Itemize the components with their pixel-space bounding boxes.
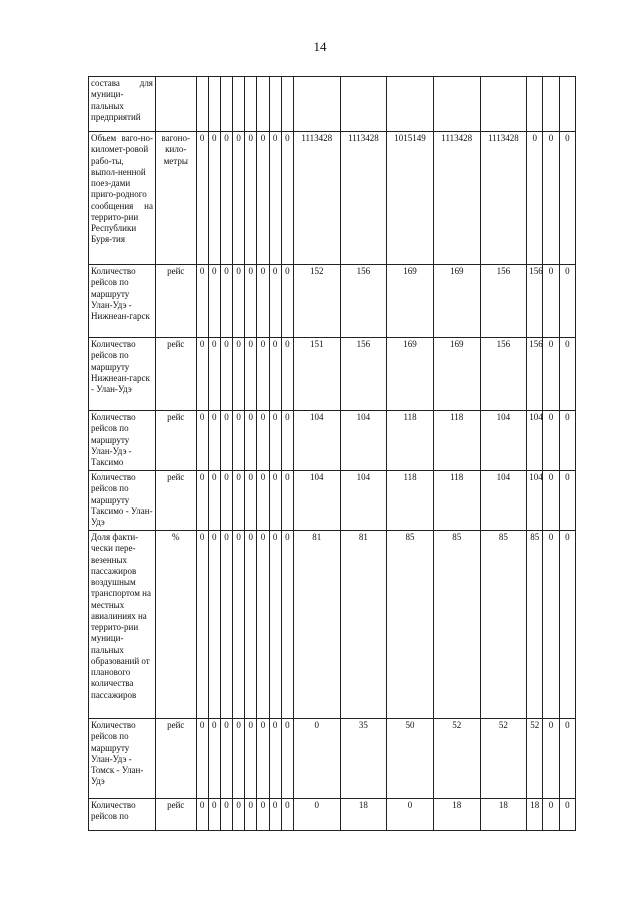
value-cell <box>543 77 559 132</box>
value-cell: 18 <box>527 799 543 831</box>
value-cell: 0 <box>245 531 257 719</box>
value-cell: 0 <box>208 471 220 531</box>
value-cell <box>196 77 208 132</box>
value-cell <box>208 77 220 132</box>
value-cell: 0 <box>269 799 281 831</box>
value-cell: 0 <box>245 719 257 799</box>
value-cell: 18 <box>340 799 387 831</box>
value-cell: 0 <box>559 799 575 831</box>
indicator-name-cell: Количество рейсов по <box>89 799 156 831</box>
value-cell: 0 <box>281 719 293 799</box>
value-cell: 0 <box>196 338 208 411</box>
value-cell: 0 <box>233 719 245 799</box>
value-cell: 118 <box>387 471 434 531</box>
value-cell <box>340 77 387 132</box>
value-cell: 156 <box>527 265 543 338</box>
value-cell: 85 <box>527 531 543 719</box>
value-cell: 1015149 <box>387 132 434 265</box>
table-row <box>89 799 576 831</box>
value-cell: 52 <box>433 719 480 799</box>
value-cell: 85 <box>387 531 434 719</box>
value-cell: 0 <box>220 799 232 831</box>
value-cell <box>480 77 527 132</box>
table-row <box>89 531 576 719</box>
value-cell: 0 <box>281 411 293 471</box>
unit-cell: вагоно-кило-метры <box>155 132 196 265</box>
indicator-name-cell: Количество рейсов по маршруту Нижнеан-гарск - Улан-Удэ <box>89 338 156 411</box>
value-cell: 0 <box>196 531 208 719</box>
table-row <box>89 77 576 132</box>
value-cell: 0 <box>543 338 559 411</box>
value-cell: 104 <box>340 471 387 531</box>
value-cell: 0 <box>269 132 281 265</box>
value-cell: 151 <box>293 338 340 411</box>
value-cell: 0 <box>196 799 208 831</box>
unit-cell: % <box>155 531 196 719</box>
value-cell: 0 <box>196 471 208 531</box>
value-cell: 52 <box>527 719 543 799</box>
unit-cell: рейс <box>155 471 196 531</box>
value-cell: 104 <box>293 411 340 471</box>
value-cell: 1113428 <box>340 132 387 265</box>
table-row <box>89 132 576 265</box>
value-cell: 0 <box>208 531 220 719</box>
value-cell: 0 <box>269 411 281 471</box>
value-cell: 0 <box>257 411 269 471</box>
value-cell: 0 <box>543 411 559 471</box>
value-cell: 1113428 <box>480 132 527 265</box>
value-cell: 0 <box>245 338 257 411</box>
value-cell <box>220 77 232 132</box>
unit-cell: рейс <box>155 719 196 799</box>
unit-cell: рейс <box>155 265 196 338</box>
value-cell <box>269 77 281 132</box>
value-cell: 0 <box>257 132 269 265</box>
value-cell: 0 <box>233 338 245 411</box>
value-cell: 0 <box>543 719 559 799</box>
indicator-name-cell: состава для муници-пальных предприятий <box>89 77 156 132</box>
value-cell: 35 <box>340 719 387 799</box>
value-cell <box>433 77 480 132</box>
value-cell: 118 <box>433 471 480 531</box>
value-cell: 0 <box>293 719 340 799</box>
value-cell: 0 <box>257 471 269 531</box>
table-row <box>89 411 576 471</box>
indicator-name-cell: Количество рейсов по маршруту Улан-Удэ - Нижнеан-гарск <box>89 265 156 338</box>
value-cell: 169 <box>433 265 480 338</box>
value-cell: 0 <box>220 411 232 471</box>
value-cell: 104 <box>480 471 527 531</box>
value-cell: 0 <box>281 531 293 719</box>
value-cell: 118 <box>387 411 434 471</box>
unit-cell: рейс <box>155 411 196 471</box>
value-cell: 152 <box>293 265 340 338</box>
value-cell: 0 <box>257 531 269 719</box>
value-cell <box>293 77 340 132</box>
value-cell: 0 <box>233 265 245 338</box>
value-cell: 0 <box>220 265 232 338</box>
unit-cell: рейс <box>155 799 196 831</box>
value-cell: 1113428 <box>293 132 340 265</box>
value-cell: 0 <box>220 471 232 531</box>
value-cell: 0 <box>257 338 269 411</box>
value-cell: 85 <box>433 531 480 719</box>
value-cell: 0 <box>559 338 575 411</box>
value-cell: 0 <box>196 132 208 265</box>
value-cell: 0 <box>233 531 245 719</box>
value-cell: 0 <box>208 799 220 831</box>
value-cell: 0 <box>269 471 281 531</box>
value-cell: 104 <box>527 411 543 471</box>
value-cell: 50 <box>387 719 434 799</box>
value-cell: 0 <box>257 719 269 799</box>
value-cell: 0 <box>220 531 232 719</box>
indicator-name-cell: Доля факти-чески пере-везенных пассажиров воздушным транспортом на местных авиалиниях на террито-рии муници-пальных образований от планового количества пассажиров <box>89 531 156 719</box>
value-cell: 85 <box>480 531 527 719</box>
value-cell: 0 <box>208 338 220 411</box>
value-cell <box>559 77 575 132</box>
indicator-name-cell: Количество рейсов по маршруту Улан-Удэ - Таксимо <box>89 411 156 471</box>
value-cell: 0 <box>245 799 257 831</box>
value-cell: 0 <box>196 411 208 471</box>
value-cell: 0 <box>281 338 293 411</box>
value-cell: 104 <box>340 411 387 471</box>
page-number: 14 <box>313 39 327 54</box>
value-cell: 52 <box>480 719 527 799</box>
value-cell: 0 <box>269 531 281 719</box>
value-cell: 81 <box>293 531 340 719</box>
value-cell: 0 <box>208 132 220 265</box>
value-cell: 104 <box>527 471 543 531</box>
value-cell: 0 <box>559 265 575 338</box>
value-cell: 0 <box>559 471 575 531</box>
indicator-name-cell: Количество рейсов по маршруту Таксимо - Улан-Удэ <box>89 471 156 531</box>
value-cell: 0 <box>208 719 220 799</box>
value-cell: 0 <box>527 132 543 265</box>
value-cell: 0 <box>281 471 293 531</box>
unit-cell: рейс <box>155 338 196 411</box>
value-cell: 0 <box>293 799 340 831</box>
value-cell: 0 <box>543 471 559 531</box>
value-cell: 0 <box>281 799 293 831</box>
value-cell: 156 <box>340 338 387 411</box>
value-cell: 0 <box>559 132 575 265</box>
value-cell: 0 <box>245 411 257 471</box>
value-cell: 0 <box>233 471 245 531</box>
unit-cell <box>155 77 196 132</box>
value-cell: 0 <box>245 132 257 265</box>
value-cell <box>387 77 434 132</box>
value-cell: 0 <box>559 411 575 471</box>
value-cell: 0 <box>220 132 232 265</box>
value-cell: 0 <box>269 265 281 338</box>
value-cell: 169 <box>433 338 480 411</box>
value-cell: 1113428 <box>433 132 480 265</box>
value-cell <box>245 77 257 132</box>
value-cell: 0 <box>387 799 434 831</box>
value-cell: 0 <box>543 132 559 265</box>
value-cell: 0 <box>543 265 559 338</box>
value-cell: 156 <box>480 338 527 411</box>
value-cell: 18 <box>480 799 527 831</box>
value-cell: 0 <box>245 471 257 531</box>
value-cell <box>233 77 245 132</box>
value-cell <box>527 77 543 132</box>
value-cell: 0 <box>245 265 257 338</box>
value-cell: 0 <box>281 132 293 265</box>
table-row <box>89 719 576 799</box>
value-cell: 0 <box>543 531 559 719</box>
value-cell: 0 <box>196 265 208 338</box>
value-cell: 156 <box>340 265 387 338</box>
value-cell: 0 <box>208 411 220 471</box>
value-cell: 0 <box>257 265 269 338</box>
value-cell: 0 <box>269 338 281 411</box>
value-cell: 104 <box>480 411 527 471</box>
value-cell: 156 <box>527 338 543 411</box>
value-cell: 0 <box>269 719 281 799</box>
table-row <box>89 471 576 531</box>
value-cell: 18 <box>433 799 480 831</box>
value-cell: 0 <box>196 719 208 799</box>
table-row <box>89 338 576 411</box>
value-cell <box>281 77 293 132</box>
table-body <box>89 77 576 831</box>
value-cell: 104 <box>293 471 340 531</box>
value-cell: 0 <box>220 338 232 411</box>
value-cell <box>257 77 269 132</box>
value-cell: 118 <box>433 411 480 471</box>
table-row <box>89 265 576 338</box>
value-cell: 0 <box>208 265 220 338</box>
value-cell: 0 <box>233 132 245 265</box>
indicator-name-cell: Количество рейсов по маршруту Улан-Удэ - Томск - Улан-Удэ <box>89 719 156 799</box>
value-cell: 0 <box>543 799 559 831</box>
value-cell: 0 <box>281 265 293 338</box>
value-cell: 0 <box>257 799 269 831</box>
value-cell: 81 <box>340 531 387 719</box>
value-cell: 0 <box>233 411 245 471</box>
value-cell: 0 <box>233 799 245 831</box>
indicators-table <box>88 76 576 831</box>
value-cell: 169 <box>387 338 434 411</box>
value-cell: 156 <box>480 265 527 338</box>
value-cell: 0 <box>220 719 232 799</box>
value-cell: 0 <box>559 719 575 799</box>
value-cell: 0 <box>559 531 575 719</box>
value-cell: 169 <box>387 265 434 338</box>
indicator-name-cell: Объем ваго-но-километ-ровой рабо-ты, выпол-ненной поез-дами приго-родного сообщения на террито-рии Республики Буря-тия <box>89 132 156 265</box>
